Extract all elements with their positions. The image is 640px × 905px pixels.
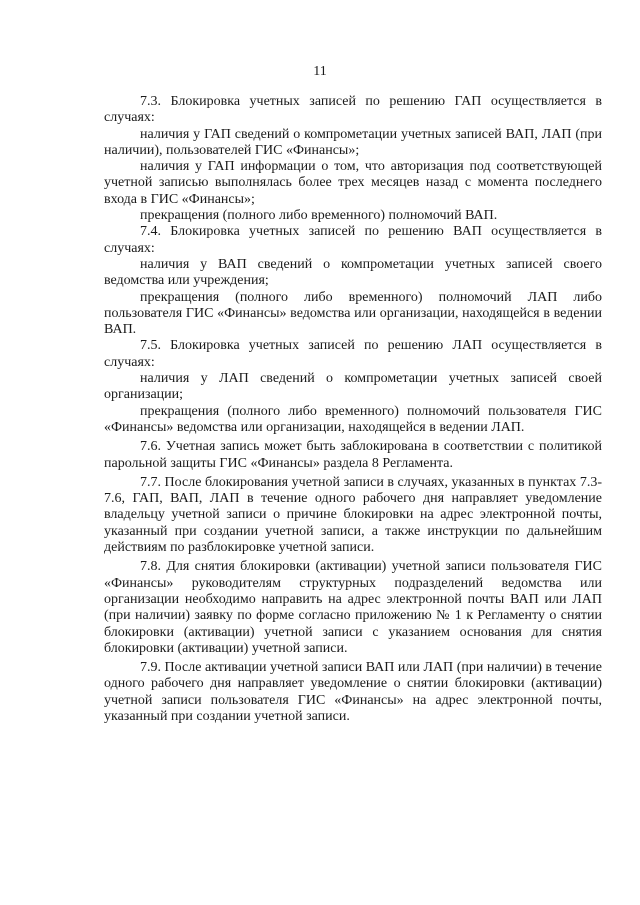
paragraph-7-3: 7.3. Блокировка учетных записей по решению ГАП осуществляется в случаях: bbox=[104, 94, 602, 126]
paragraph-7-8: 7.8. Для снятия блокировки (активации) учетной записи пользователя ГИС «Финансы» руководителям структурных подразделений ведомства или организации необходимо направить на адрес электронной почты ВАП или ЛАП (при наличии) заявку по форме согласно приложению № 1 к Регламенту о снятии блокировки (активации) учетной записи с указанием основания для снятия блокировки (активации) учетной записи. bbox=[104, 559, 602, 656]
list-item-termination-lap: прекращения (полного либо временного) полномочий ЛАП либо пользователя ГИС «Финансы» ведомства или организации, находящейся в ведении ВАП. bbox=[104, 289, 602, 338]
list-item-compromise-vap: наличия у ВАП сведений о компрометации учетных записей своего ведомства или учреждения; bbox=[104, 256, 602, 289]
paragraph-7-4: 7.4. Блокировка учетных записей по решению ВАП осуществляется в случаях: bbox=[104, 224, 602, 256]
list-item-termination-user: прекращения (полного либо временного) полномочий пользователя ГИС «Финансы» ведомства или организации, находящейся в ведении ЛАП. bbox=[104, 403, 602, 435]
paragraph-7-9: 7.9. После активации учетной записи ВАП или ЛАП (при наличии) в течение одного рабочего дня направляет уведомление о снятии блокировки (активации) учетной записи пользователя ГИС «Финансы» на адрес электронной почты, указанный при создании учетной записи. bbox=[104, 660, 602, 724]
list-item-compromise-lap: наличия у ЛАП сведений о компрометации учетных записей своей организации; bbox=[104, 371, 602, 403]
page-number: 11 bbox=[313, 64, 327, 79]
paragraph-7-7: 7.7. После блокирования учетной записи в случаях, указанных в пунктах 7.3-7.6, ГАП, ВАП, ЛАП в течение одного рабочего дня направляет уведомление владельцу учетной записи о причине блокировки на адрес электронной почты, указанный при создании учетной записи, а также инструкции по дальнейшим действиям по разблокировке учетной записи. bbox=[104, 474, 602, 556]
list-item-inactive-login: наличия у ГАП информации о том, что авторизация под соответствующей учетной записью выполнялась более трех месяцев назад с момента последнего входа в ГИС «Финансы»; bbox=[104, 159, 602, 207]
document-body bbox=[104, 94, 602, 725]
list-item-compromise-gap: наличия у ГАП сведений о компрометации учетных записей ВАП, ЛАП (при наличии), пользователей ГИС «Финансы»; bbox=[104, 126, 602, 158]
list-item-termination-vap: прекращения (полного либо временного) полномочий ВАП. bbox=[140, 208, 498, 224]
paragraph-7-5: 7.5. Блокировка учетных записей по решению ЛАП осуществляется в случаях: bbox=[104, 338, 602, 370]
paragraph-7-6: 7.6. Учетная запись может быть заблокирована в соответствии с политикой парольной защиты ГИС «Финансы» раздела 8 Регламента. bbox=[104, 439, 602, 471]
